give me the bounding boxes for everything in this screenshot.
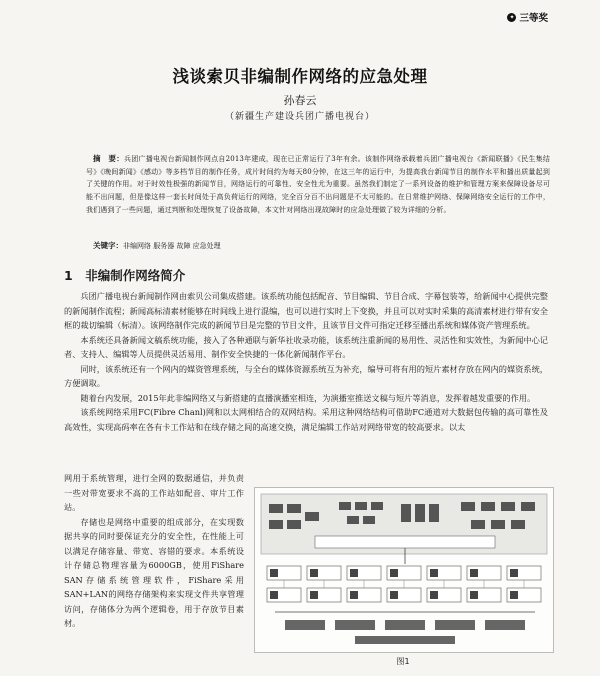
section-heading: 1 非编制作网络简介: [64, 268, 186, 283]
paper-title: 浅谈索贝非编制作网络的应急处理: [172, 67, 428, 86]
paper-affiliation: （新疆生产建设兵团广播电视台）: [224, 112, 375, 122]
paragraph: 本系统还具备新闻文稿系统功能，接入了各种通联与新华社收录功能，该系统注重新闻的易用性、灵活性和实效性，为新闻中心记者、支持人、编辑等人员提供灵活易用、制作安全快捷的一体化新闻制作平台。: [64, 334, 548, 359]
server-cluster-center: [401, 504, 439, 522]
network-diagram: [255, 488, 553, 652]
network-diagram-figure: [254, 487, 554, 653]
abstract-text: 兵团广播电视台新闻制作网点自2013年建成，现在已正常运行了3年有余。该制作网络承载着兵团广播电视台《新闻联播》《民生集结号》《晚间新闻》《感动》等多档节目的制作任务，成片时间约为每天80分钟，在这三年的运行中，为提高我台新闻节目的制作水平和播出质量起到了关键的作用。对于时效性极强的新闻节目，网络运行的可靠性、安全性尤为重要。虽然我们制定了一系列设备的维护和管理方案来保障设备尽可能不出问题，但是像这样一套长时间处于高负荷运行的网络，完全百分百不出问题是不太可能的。在日常维护网络、保障网络安全运行的工作中，我们遇到了一些问题，通过判断和处理恢复了设备故障，本文针对网络出现故障时的应急处理做了较为详细的分析。: [86, 155, 550, 214]
abstract: [86, 153, 550, 217]
paragraph-continuation: 网用于系统管理，进行全网的数据通信，并负责一些对带宽要求不高的工作站如配音、审片工作站。: [64, 473, 244, 512]
body-text: [64, 289, 548, 434]
station-links: [284, 580, 524, 588]
paper-author: 孙春云: [283, 94, 317, 107]
paragraph: 随着台内发展，2015年此非编网络又与新搭建的直播演播室相连，为演播室推送文稿与短片等消息，发挥着越发重要的作用。: [80, 392, 536, 403]
keywords-label: 关键字：: [93, 241, 123, 250]
keywords: [86, 240, 550, 251]
award-badge: [507, 10, 548, 24]
left-column-text: [64, 471, 244, 631]
switch-bar: [315, 536, 495, 548]
paragraph: 该系统网络采用FC(Fibre Chanl)网和以太网相结合的双网结构。采用这种网络结构可借助FC通道对大数据包传输的高可靠性及高效性，实现高码率在各有卡工作站和在线存储之间的高速交换，满足编辑工作站对网络带宽的较高要求。以太: [64, 407, 548, 432]
abstract-label: 摘 要：: [93, 154, 125, 163]
paragraph: 兵团广播电视台新闻制作网由索贝公司集成搭建。该系统功能包括配音、节目编辑、节目合成、字幕包装等，给新闻中心提供完整的新闻制作流程；新闻高标清素材能够在时间线上进行混编，也可以进行实时上下变换，并且可以对实时采集的高清素材进行带有安全框的裁切编辑（标清）。该网络制作完成的新闻节目是完整的节目文件，且该节目文件可指定迁移至播出系统和媒体资产管理系统。: [64, 291, 548, 330]
award-badge-label: 三等奖: [519, 13, 548, 24]
keywords-text: 非编网络 服务器 故障 应急处理: [123, 242, 221, 250]
figure-caption: 图1: [396, 657, 410, 666]
storage-array: [285, 620, 525, 644]
paragraph: 同时，该系统还有一个网内的媒资管理系统，与全台的媒体资源系统互为补充，编导可将有用的短片素材存放在网内的媒资系统，方便调取。: [64, 363, 548, 388]
paragraph: 存储也是网络中重要的组成部分，在实现数据共享的同时要保证充分的安全性，在性能上可以满足存储容量、带宽、容错的要求。本系统设计存储总物理容量为6000GB，使用FiShare SAN存储系统管理软件，FiShare采用SAN+LAN的网络存储架构来实现文件共享管理访问，存储体分为两个逻辑卷，用于存放节目素材。: [64, 516, 244, 628]
bullet-icon: ✦: [509, 13, 515, 21]
